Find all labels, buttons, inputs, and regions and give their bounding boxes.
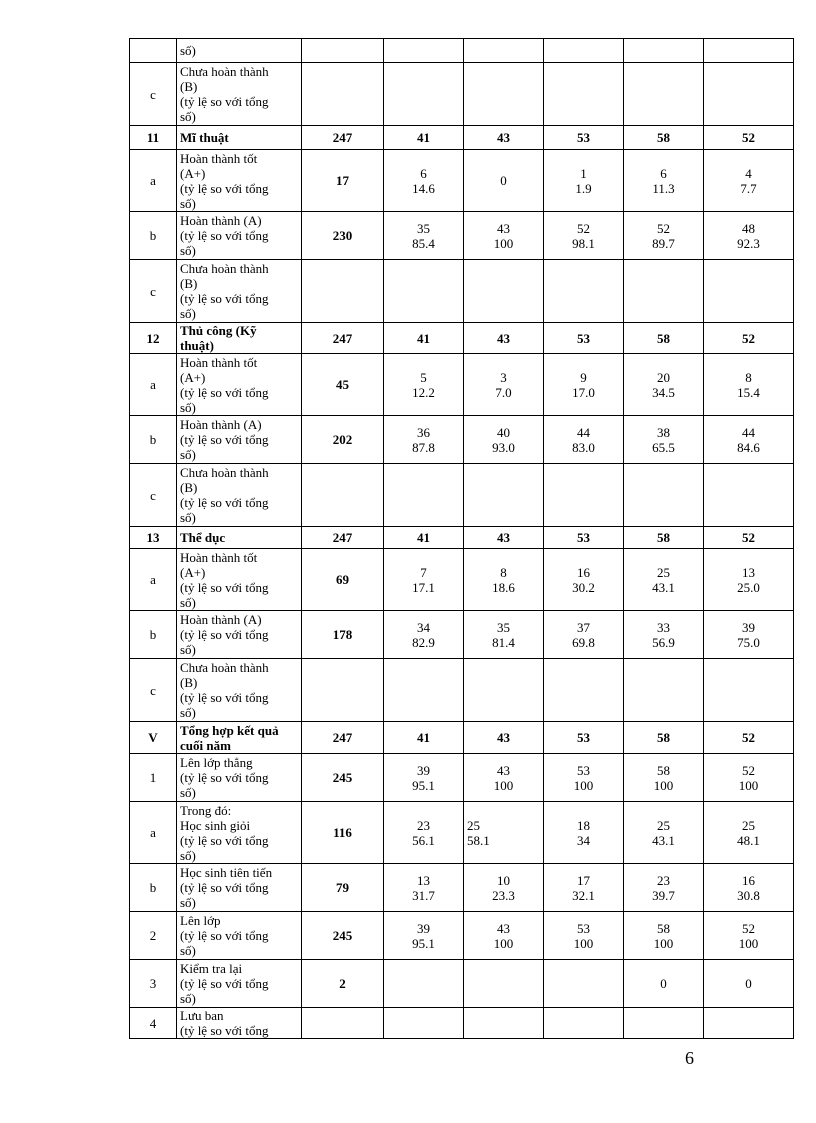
grade-3-cell: 53 (544, 323, 624, 354)
total-cell: 178 (302, 611, 384, 659)
criterion-label-cell: Tổng hợp kết quả cuối năm (177, 722, 302, 754)
grade-4-cell: 20 34.5 (624, 354, 704, 416)
table-row (130, 549, 794, 611)
grade-4-cell: 33 56.9 (624, 611, 704, 659)
row-number-cell: c (130, 659, 177, 722)
grade-2-cell (464, 1008, 544, 1039)
row-number-cell: V (130, 722, 177, 754)
row-number-cell: 2 (130, 912, 177, 960)
grade-5-cell (704, 260, 794, 323)
grade-4-cell (624, 260, 704, 323)
table-row (130, 63, 794, 126)
grade-1-cell: 41 (384, 126, 464, 150)
grade-1-cell: 41 (384, 323, 464, 354)
criterion-label-cell: Chưa hoàn thành (B) (tỷ lệ so với tổng số) (177, 659, 302, 722)
grade-1-cell (384, 260, 464, 323)
grade-5-cell: 25 48.1 (704, 802, 794, 864)
grade-5-cell: 44 84.6 (704, 416, 794, 464)
criterion-label-cell: Chưa hoàn thành (B) (tỷ lệ so với tổng số) (177, 464, 302, 527)
total-cell (302, 1008, 384, 1039)
grade-1-cell (384, 659, 464, 722)
grade-2-cell: 25 58.1 (464, 802, 544, 864)
grade-2-cell: 43 (464, 323, 544, 354)
grade-4-cell: 58 100 (624, 754, 704, 802)
row-number-cell: b (130, 611, 177, 659)
grade-1-cell (384, 464, 464, 527)
table-row (130, 912, 794, 960)
table-row (130, 126, 794, 150)
table-row (130, 1008, 794, 1039)
criterion-label-cell: Lưu ban (tỷ lệ so với tổng (177, 1008, 302, 1039)
grade-5-cell: 52 (704, 126, 794, 150)
total-cell: 69 (302, 549, 384, 611)
grade-5-cell (704, 464, 794, 527)
criterion-label-cell: Lên lớp thẳng (tỷ lệ so với tổng số) (177, 754, 302, 802)
table-row (130, 722, 794, 754)
grade-3-cell: 1 1.9 (544, 150, 624, 212)
results-table (129, 38, 794, 1039)
grade-3-cell (544, 1008, 624, 1039)
grade-4-cell (624, 659, 704, 722)
grade-4-cell: 0 (624, 960, 704, 1008)
row-number-cell: b (130, 212, 177, 260)
row-number-cell: a (130, 802, 177, 864)
grade-1-cell: 23 56.1 (384, 802, 464, 864)
grade-1-cell: 41 (384, 722, 464, 754)
total-cell (302, 39, 384, 63)
grade-1-cell: 6 14.6 (384, 150, 464, 212)
grade-2-cell: 3 7.0 (464, 354, 544, 416)
grade-2-cell (464, 39, 544, 63)
criterion-label-cell: Hoàn thành (A) (tỷ lệ so với tổng số) (177, 212, 302, 260)
grade-3-cell: 16 30.2 (544, 549, 624, 611)
grade-1-cell (384, 1008, 464, 1039)
grade-4-cell: 58 (624, 722, 704, 754)
table-row (130, 659, 794, 722)
grade-1-cell: 35 85.4 (384, 212, 464, 260)
row-number-cell: 4 (130, 1008, 177, 1039)
grade-4-cell: 52 89.7 (624, 212, 704, 260)
grade-2-cell: 0 (464, 150, 544, 212)
total-cell (302, 63, 384, 126)
grade-5-cell (704, 1008, 794, 1039)
table-row (130, 464, 794, 527)
table-row (130, 39, 794, 63)
grade-1-cell (384, 63, 464, 126)
row-number-cell: 11 (130, 126, 177, 150)
grade-3-cell: 53 100 (544, 754, 624, 802)
grade-2-cell: 43 100 (464, 754, 544, 802)
criterion-label-cell: Thủ công (Kỹ thuật) (177, 323, 302, 354)
grade-3-cell (544, 464, 624, 527)
grade-3-cell: 53 (544, 527, 624, 549)
grade-4-cell: 25 43.1 (624, 549, 704, 611)
grade-1-cell: 7 17.1 (384, 549, 464, 611)
row-number-cell: 13 (130, 527, 177, 549)
grade-3-cell (544, 960, 624, 1008)
grade-4-cell (624, 63, 704, 126)
total-cell: 79 (302, 864, 384, 912)
grade-3-cell (544, 260, 624, 323)
grade-4-cell (624, 1008, 704, 1039)
grade-4-cell: 58 100 (624, 912, 704, 960)
criterion-label-cell: Hoàn thành tốt (A+) (tỷ lệ so với tổng số) (177, 549, 302, 611)
total-cell: 247 (302, 722, 384, 754)
grade-5-cell: 39 75.0 (704, 611, 794, 659)
row-number-cell: a (130, 549, 177, 611)
row-number-cell: b (130, 416, 177, 464)
table-row (130, 150, 794, 212)
table-row (130, 960, 794, 1008)
table-row (130, 754, 794, 802)
criterion-label-cell: số) (177, 39, 302, 63)
grade-3-cell (544, 63, 624, 126)
grade-4-cell: 58 (624, 126, 704, 150)
grade-3-cell: 9 17.0 (544, 354, 624, 416)
criterion-label-cell: Mĩ thuật (177, 126, 302, 150)
grade-2-cell (464, 63, 544, 126)
total-cell: 245 (302, 754, 384, 802)
grade-5-cell: 52 100 (704, 754, 794, 802)
grade-2-cell: 8 18.6 (464, 549, 544, 611)
grade-3-cell: 52 98.1 (544, 212, 624, 260)
grade-4-cell: 6 11.3 (624, 150, 704, 212)
criterion-label-cell: Hoàn thành (A) (tỷ lệ so với tổng số) (177, 416, 302, 464)
grade-4-cell: 58 (624, 527, 704, 549)
criterion-label-cell: Trong đó: Học sinh giỏi (tỷ lệ so với tổng số) (177, 802, 302, 864)
table-body (130, 39, 794, 1039)
grade-1-cell: 13 31.7 (384, 864, 464, 912)
grade-4-cell: 23 39.7 (624, 864, 704, 912)
grade-2-cell: 35 81.4 (464, 611, 544, 659)
criterion-label-cell: Chưa hoàn thành (B) (tỷ lệ so với tổng số) (177, 260, 302, 323)
grade-2-cell: 43 100 (464, 912, 544, 960)
grade-5-cell: 52 (704, 323, 794, 354)
row-number-cell: a (130, 150, 177, 212)
grade-3-cell: 53 (544, 722, 624, 754)
grade-3-cell: 53 100 (544, 912, 624, 960)
criterion-label-cell: Chưa hoàn thành (B) (tỷ lệ so với tổng số) (177, 63, 302, 126)
grade-2-cell (464, 960, 544, 1008)
total-cell: 245 (302, 912, 384, 960)
table-row (130, 611, 794, 659)
row-number-cell: 12 (130, 323, 177, 354)
page-number: 6 (685, 1048, 694, 1068)
total-cell: 116 (302, 802, 384, 864)
row-number-cell: 1 (130, 754, 177, 802)
grade-3-cell (544, 39, 624, 63)
grade-5-cell: 52 (704, 527, 794, 549)
grade-5-cell: 8 15.4 (704, 354, 794, 416)
grade-1-cell: 41 (384, 527, 464, 549)
grade-4-cell: 38 65.5 (624, 416, 704, 464)
total-cell: 2 (302, 960, 384, 1008)
table-row (130, 527, 794, 549)
grade-2-cell: 40 93.0 (464, 416, 544, 464)
grade-4-cell: 58 (624, 323, 704, 354)
criterion-label-cell: Hoàn thành tốt (A+) (tỷ lệ so với tổng số) (177, 354, 302, 416)
table-row (130, 416, 794, 464)
grade-2-cell (464, 260, 544, 323)
grade-3-cell (544, 659, 624, 722)
row-number-cell: c (130, 464, 177, 527)
row-number-cell (130, 39, 177, 63)
grade-1-cell: 5 12.2 (384, 354, 464, 416)
grade-3-cell: 53 (544, 126, 624, 150)
row-number-cell: c (130, 63, 177, 126)
grade-5-cell: 48 92.3 (704, 212, 794, 260)
grade-5-cell: 13 25.0 (704, 549, 794, 611)
grade-3-cell: 17 32.1 (544, 864, 624, 912)
criterion-label-cell: Học sinh tiên tiến (tỷ lệ so với tổng số) (177, 864, 302, 912)
total-cell: 202 (302, 416, 384, 464)
grade-1-cell (384, 960, 464, 1008)
total-cell (302, 659, 384, 722)
table-row (130, 354, 794, 416)
grade-5-cell: 4 7.7 (704, 150, 794, 212)
grade-4-cell: 25 43.1 (624, 802, 704, 864)
grade-2-cell: 43 (464, 527, 544, 549)
grade-5-cell: 0 (704, 960, 794, 1008)
grade-5-cell: 52 100 (704, 912, 794, 960)
row-number-cell: c (130, 260, 177, 323)
criterion-label-cell: Kiểm tra lại (tỷ lệ so với tổng số) (177, 960, 302, 1008)
grade-1-cell (384, 39, 464, 63)
table-row (130, 260, 794, 323)
table-row (130, 212, 794, 260)
table-row (130, 323, 794, 354)
grade-2-cell: 10 23.3 (464, 864, 544, 912)
grade-3-cell: 18 34 (544, 802, 624, 864)
grade-1-cell: 39 95.1 (384, 754, 464, 802)
grade-2-cell (464, 659, 544, 722)
grade-5-cell (704, 63, 794, 126)
table-row (130, 864, 794, 912)
grade-1-cell: 34 82.9 (384, 611, 464, 659)
total-cell: 45 (302, 354, 384, 416)
row-number-cell: a (130, 354, 177, 416)
row-number-cell: 3 (130, 960, 177, 1008)
table-row (130, 802, 794, 864)
total-cell: 17 (302, 150, 384, 212)
grade-2-cell: 43 (464, 126, 544, 150)
grade-3-cell: 44 83.0 (544, 416, 624, 464)
total-cell (302, 260, 384, 323)
grade-3-cell: 37 69.8 (544, 611, 624, 659)
grade-5-cell (704, 39, 794, 63)
criterion-label-cell: Hoàn thành tốt (A+) (tỷ lệ so với tổng số) (177, 150, 302, 212)
total-cell (302, 464, 384, 527)
grade-5-cell: 52 (704, 722, 794, 754)
total-cell: 247 (302, 126, 384, 150)
total-cell: 247 (302, 527, 384, 549)
grade-1-cell: 39 95.1 (384, 912, 464, 960)
grade-1-cell: 36 87.8 (384, 416, 464, 464)
grade-5-cell: 16 30.8 (704, 864, 794, 912)
criterion-label-cell: Lên lớp (tỷ lệ so với tổng số) (177, 912, 302, 960)
total-cell: 247 (302, 323, 384, 354)
total-cell: 230 (302, 212, 384, 260)
row-number-cell: b (130, 864, 177, 912)
grade-2-cell: 43 (464, 722, 544, 754)
criterion-label-cell: Hoàn thành (A) (tỷ lệ so với tổng số) (177, 611, 302, 659)
criterion-label-cell: Thể dục (177, 527, 302, 549)
grade-2-cell (464, 464, 544, 527)
grade-4-cell (624, 39, 704, 63)
grade-5-cell (704, 659, 794, 722)
grade-2-cell: 43 100 (464, 212, 544, 260)
grade-4-cell (624, 464, 704, 527)
